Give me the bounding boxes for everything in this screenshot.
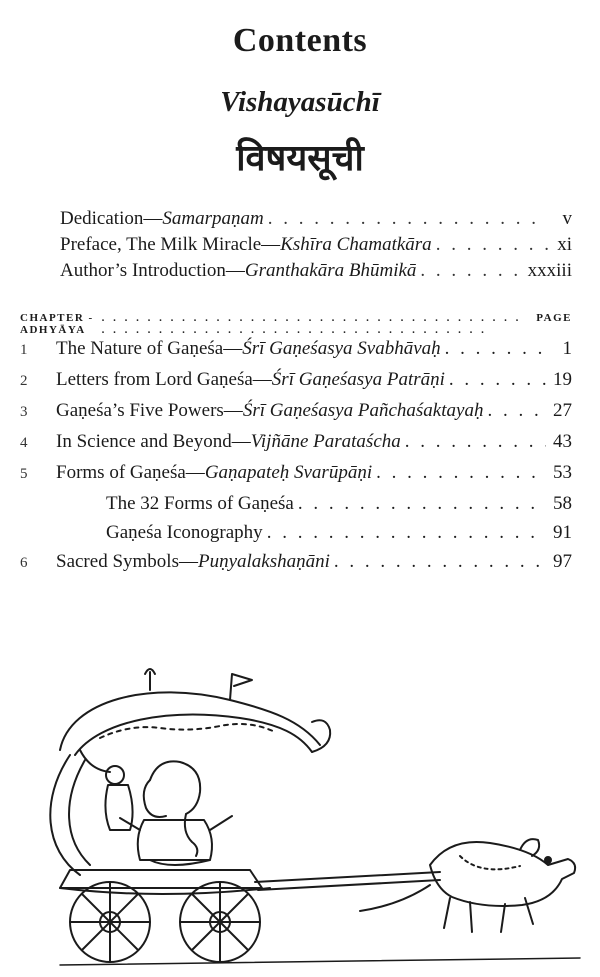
- chapter-title: The Nature of Gaṇeśa—: [56, 338, 243, 359]
- chapter-page-number: 53: [553, 462, 572, 483]
- front-matter-entry[interactable]: [60, 232, 572, 258]
- leader-dots: [267, 518, 546, 547]
- chapter-sanskrit-title: Śrī Gaṇeśasya Patrāṇi: [271, 369, 445, 390]
- chapter-sanskrit-title: Puṇyalakshaṇāni: [197, 551, 330, 572]
- leader-dots: [405, 427, 546, 456]
- chapter-entry[interactable]: [20, 334, 572, 365]
- section-page-number: 91: [553, 522, 572, 543]
- chapter-page-number: 1: [562, 338, 572, 359]
- chapter-number: 4: [20, 435, 28, 451]
- chapter-title: Sacred Symbols—: [56, 551, 198, 572]
- chapter-number: 6: [20, 555, 28, 571]
- chapter-entry[interactable]: [20, 396, 572, 427]
- chapter-number: 2: [20, 373, 28, 389]
- section-title: Gaṇeśa Iconography: [106, 522, 263, 543]
- ganesha-chariot-illustration: [0, 660, 600, 970]
- chapter-page-number: 19: [553, 369, 572, 390]
- entry-page-number: xxxiii: [527, 260, 572, 281]
- page-subtitle: Vishayasūchī: [220, 86, 380, 118]
- chapter-sanskrit-title: Śrī Gaṇeśasya Svabhāvaḥ: [242, 338, 441, 359]
- chapter-number: 3: [20, 404, 28, 420]
- section-page-number: 58: [553, 493, 572, 514]
- leader-dots: [449, 365, 546, 394]
- leader-dots: [487, 396, 546, 425]
- section-entry[interactable]: [20, 518, 572, 547]
- chapter-page-number: 43: [553, 431, 572, 452]
- leader-dots: [436, 232, 548, 258]
- entry-title: Author’s Introduction—: [60, 260, 245, 281]
- leader-dots: [298, 489, 546, 518]
- chapter-number: 1: [20, 342, 28, 358]
- entry-title: Dedication—: [60, 208, 163, 229]
- entry-page-number: v: [562, 208, 572, 229]
- leader-dots: [268, 206, 548, 232]
- leader-dots: [334, 547, 546, 576]
- section-entry[interactable]: [20, 489, 572, 518]
- chapter-number: 5: [20, 466, 28, 482]
- front-matter-list: [60, 206, 572, 284]
- leader-dots: [102, 312, 531, 336]
- chapter-page-number: 27: [553, 400, 572, 421]
- chapter-sanskrit-title: Vijñāne Parataścha: [250, 431, 401, 452]
- page-column-label: PAGE: [536, 312, 572, 324]
- leader-dots: [445, 334, 546, 363]
- chapter-entry[interactable]: [20, 365, 572, 396]
- chapter-sanskrit-title: Śrī Gaṇeśasya Pañchaśaktayaḥ: [242, 400, 484, 421]
- chapter-list: [20, 334, 572, 578]
- chapter-title: Gaṇeśa’s Five Powers—: [56, 400, 243, 421]
- chapter-column-label: CHAPTER - ADHYĀYA: [20, 312, 94, 336]
- page-subtitle-devanagari: विषयसूची: [236, 138, 364, 179]
- chapter-title: Letters from Lord Gaṇeśa—: [56, 369, 272, 390]
- entry-page-number: xi: [557, 234, 572, 255]
- leader-dots: [376, 458, 546, 487]
- chapter-title: Forms of Gaṇeśa—: [56, 462, 205, 483]
- entry-sanskrit-title: Granthakāra Bhūmikā: [244, 260, 417, 281]
- entry-sanskrit-title: Samarpaṇam: [162, 208, 264, 229]
- entry-title: Preface, The Milk Miracle—: [60, 234, 281, 255]
- chapter-sanskrit-title: Gaṇapateḥ Svarūpāṇi: [204, 462, 373, 483]
- entry-sanskrit-title: Kshīra Chamatkāra: [280, 234, 432, 255]
- chapter-entry[interactable]: [20, 547, 572, 578]
- chapter-entry[interactable]: [20, 427, 572, 458]
- chapter-page-number: 97: [553, 551, 572, 572]
- chapter-title: In Science and Beyond—: [56, 431, 251, 452]
- page-title: Contents: [232, 22, 368, 59]
- chapter-entry[interactable]: [20, 458, 572, 489]
- front-matter-entry[interactable]: [60, 258, 572, 284]
- leader-dots: [420, 258, 523, 284]
- chapter-column-header: [20, 312, 572, 336]
- section-title: The 32 Forms of Gaṇeśa: [106, 493, 294, 514]
- front-matter-entry[interactable]: [60, 206, 572, 232]
